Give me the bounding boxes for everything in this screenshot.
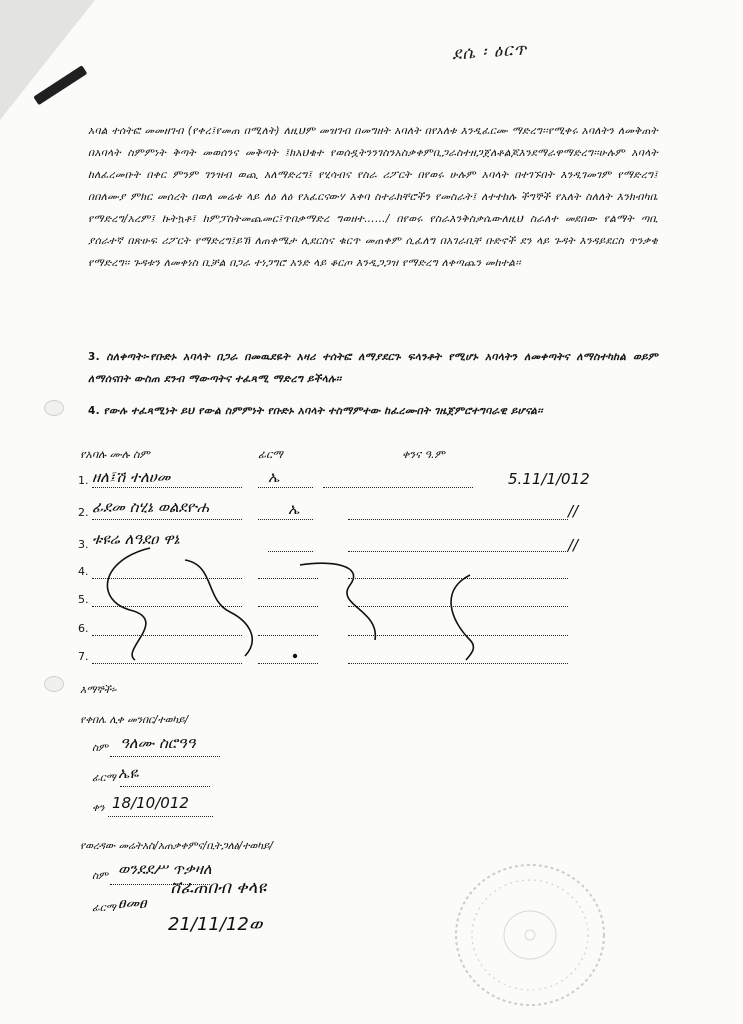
witness1-name-line bbox=[110, 756, 220, 757]
witness2-extra-handwriting: ሸፈጠበብ ቀላዩ bbox=[170, 878, 266, 898]
item-3-text: ስለቀጣት፡-የቡድኑ አባላት በጋራ በመዉደዬት አዛሪ ተሰትፎ ለማያደርጉ ፍላንቶት የሚሆኑ አባላትን ለመቀጣትና ለማስተካከል ወይም ለማሰናበት ውስጠ ደንብ ማውጣትና ተፈጻሚ ማድረግ ይችላሉ፡፡ bbox=[88, 351, 658, 385]
signing-date: // bbox=[568, 536, 579, 554]
intro-paragraph: አባል ተሰትፎ መመዘገብ (የቀረ፤የመጠ በሚለት) ለዚህም መዝገብ በመግዘት አባለት በየአለቱ እንዲፈርሙ ማድረግ፡፡የሚቀሩ አባለትን ለመቅጠት በአባላት ስምምነት ቅጣት መወሰንና መቅጣት ፤ክአህቄተ የወሰዷትንንገስንአስቃቀምቢጋራስተዘጋጀለቶልጆእንደማራዋማድረግ፡፡ሁሉም አባላት ከለፈረመቡት በቀር ምንም ገንዝብ ወጪ አለማድረግ፤ የሂሳብና የስራ ሪፖርት በየወሩ ሁሉም አባላት በተገኙበት እንዲገመገም የማድረግ፤ በበለሙያ ምክር መሰረት በወለ መሬቱ ላይ ለዕ ለዕ የአፈርናውሃ እቀባ ስተራክቸሮችን የመስራት፤ ለተተከሉ ችግኞች የአለት ስለለት እንክብካቤ የማድረግ/አረም፤ ኩትኳቶ፤ ከምፓስትመጨመር፤ጥበቃማድረ ግወዘተ……/ በየወሩ የስራእንቅስቃሴውለዚህ ስራለተ መደበው የልማት ጣቢ ያሰራተኛ በጽሁፍ ሪፖርት የማድረግ፤ይኽ ለጠቀሜታ ሊደርስና ቁርጥ መጠቀም ሲፈለግ በአገራቢቸ ቡድኖች ደን ላይ ጉዳት እንዳይደርስ ጥንቃቄ የማድረግ፡፡ ጉዳቱን ለመቀነስ ቢቻል በጋራ ተነጋግሮ አንድ ላይ ቆርጦ እንዲጋጋዝ የማድረግ ለቀጣጨን መከተል፡፡ bbox=[88, 125, 658, 269]
row-number: 5. bbox=[78, 593, 89, 606]
row-number: 2. bbox=[78, 506, 89, 519]
row-number: 3. bbox=[78, 538, 89, 551]
witness1-signature: ኤዬ bbox=[118, 764, 139, 782]
witness1-signature-label: ፊርማ bbox=[92, 772, 116, 784]
witness2-name: ወንደደሥ ጥቃዛለ bbox=[118, 860, 212, 878]
witness1-date-line bbox=[108, 816, 213, 817]
witness2-signature-label: ፊርማ bbox=[92, 902, 116, 914]
witness2-date: 21/11/12ወ bbox=[168, 914, 263, 935]
member-name: ፊደመ ስሂኔ ወልደዮሐ bbox=[92, 498, 209, 516]
item-3-number: 3. bbox=[88, 351, 100, 363]
witness1-signature-line bbox=[120, 786, 210, 787]
member-name: ዘለ፤ሽ ተለሀመ bbox=[92, 468, 171, 486]
witness1-heading: የቀበሌ ሊቀ መንበር/ተወካይ/ bbox=[80, 714, 189, 726]
row-number: 6. bbox=[78, 622, 89, 635]
signing-date: // bbox=[568, 502, 579, 520]
row-number: 1. bbox=[78, 474, 89, 487]
witness2-name-label: ስም bbox=[92, 870, 108, 882]
witness1-name-label: ስም bbox=[92, 742, 108, 754]
column-header-name: የአባሉ ሙሉ ስም bbox=[80, 448, 150, 461]
witness2-heading: የወረዳው መሬትአስ/አጠቃቀምና/ቢትጋለፅ/ተወካይ/ bbox=[80, 840, 273, 852]
witnesses-title: እማኞች፡- bbox=[80, 684, 118, 696]
member-signature: ኤ bbox=[268, 468, 280, 486]
column-header-date: ቀንና ዓ.ም bbox=[402, 448, 445, 461]
witness1-date-label: ቀን bbox=[92, 802, 105, 814]
header-handwriting: ደሴ ፡ ዕርጥ bbox=[451, 39, 529, 65]
row-number: 7. bbox=[78, 650, 89, 663]
item-4-number: 4. bbox=[88, 405, 100, 417]
item-4-text: የውሉ ተፈጻሚነት ይህ የውል ስምምነት የቡድኑ አባላት ተስማምተው ከፈረሙበት ገዜጀምሮተግባራዊ ይሆናል፡፡ bbox=[103, 405, 543, 417]
member-signature: ኤ bbox=[288, 500, 300, 518]
witness1-name: ዓለሙ ስሮዓዓ bbox=[120, 734, 196, 752]
signing-date: 5.11/1/012 bbox=[508, 470, 590, 488]
member-name: ቱዩሬ ለዓደዐ ዋኔ bbox=[92, 530, 180, 548]
row-number: 4. bbox=[78, 565, 89, 578]
witness2-signature: ፀመፀ bbox=[118, 894, 147, 912]
official-seal bbox=[450, 860, 610, 1010]
witness1-date: 18/10/012 bbox=[112, 794, 189, 812]
column-header-signature: ፊርማ bbox=[258, 448, 283, 461]
